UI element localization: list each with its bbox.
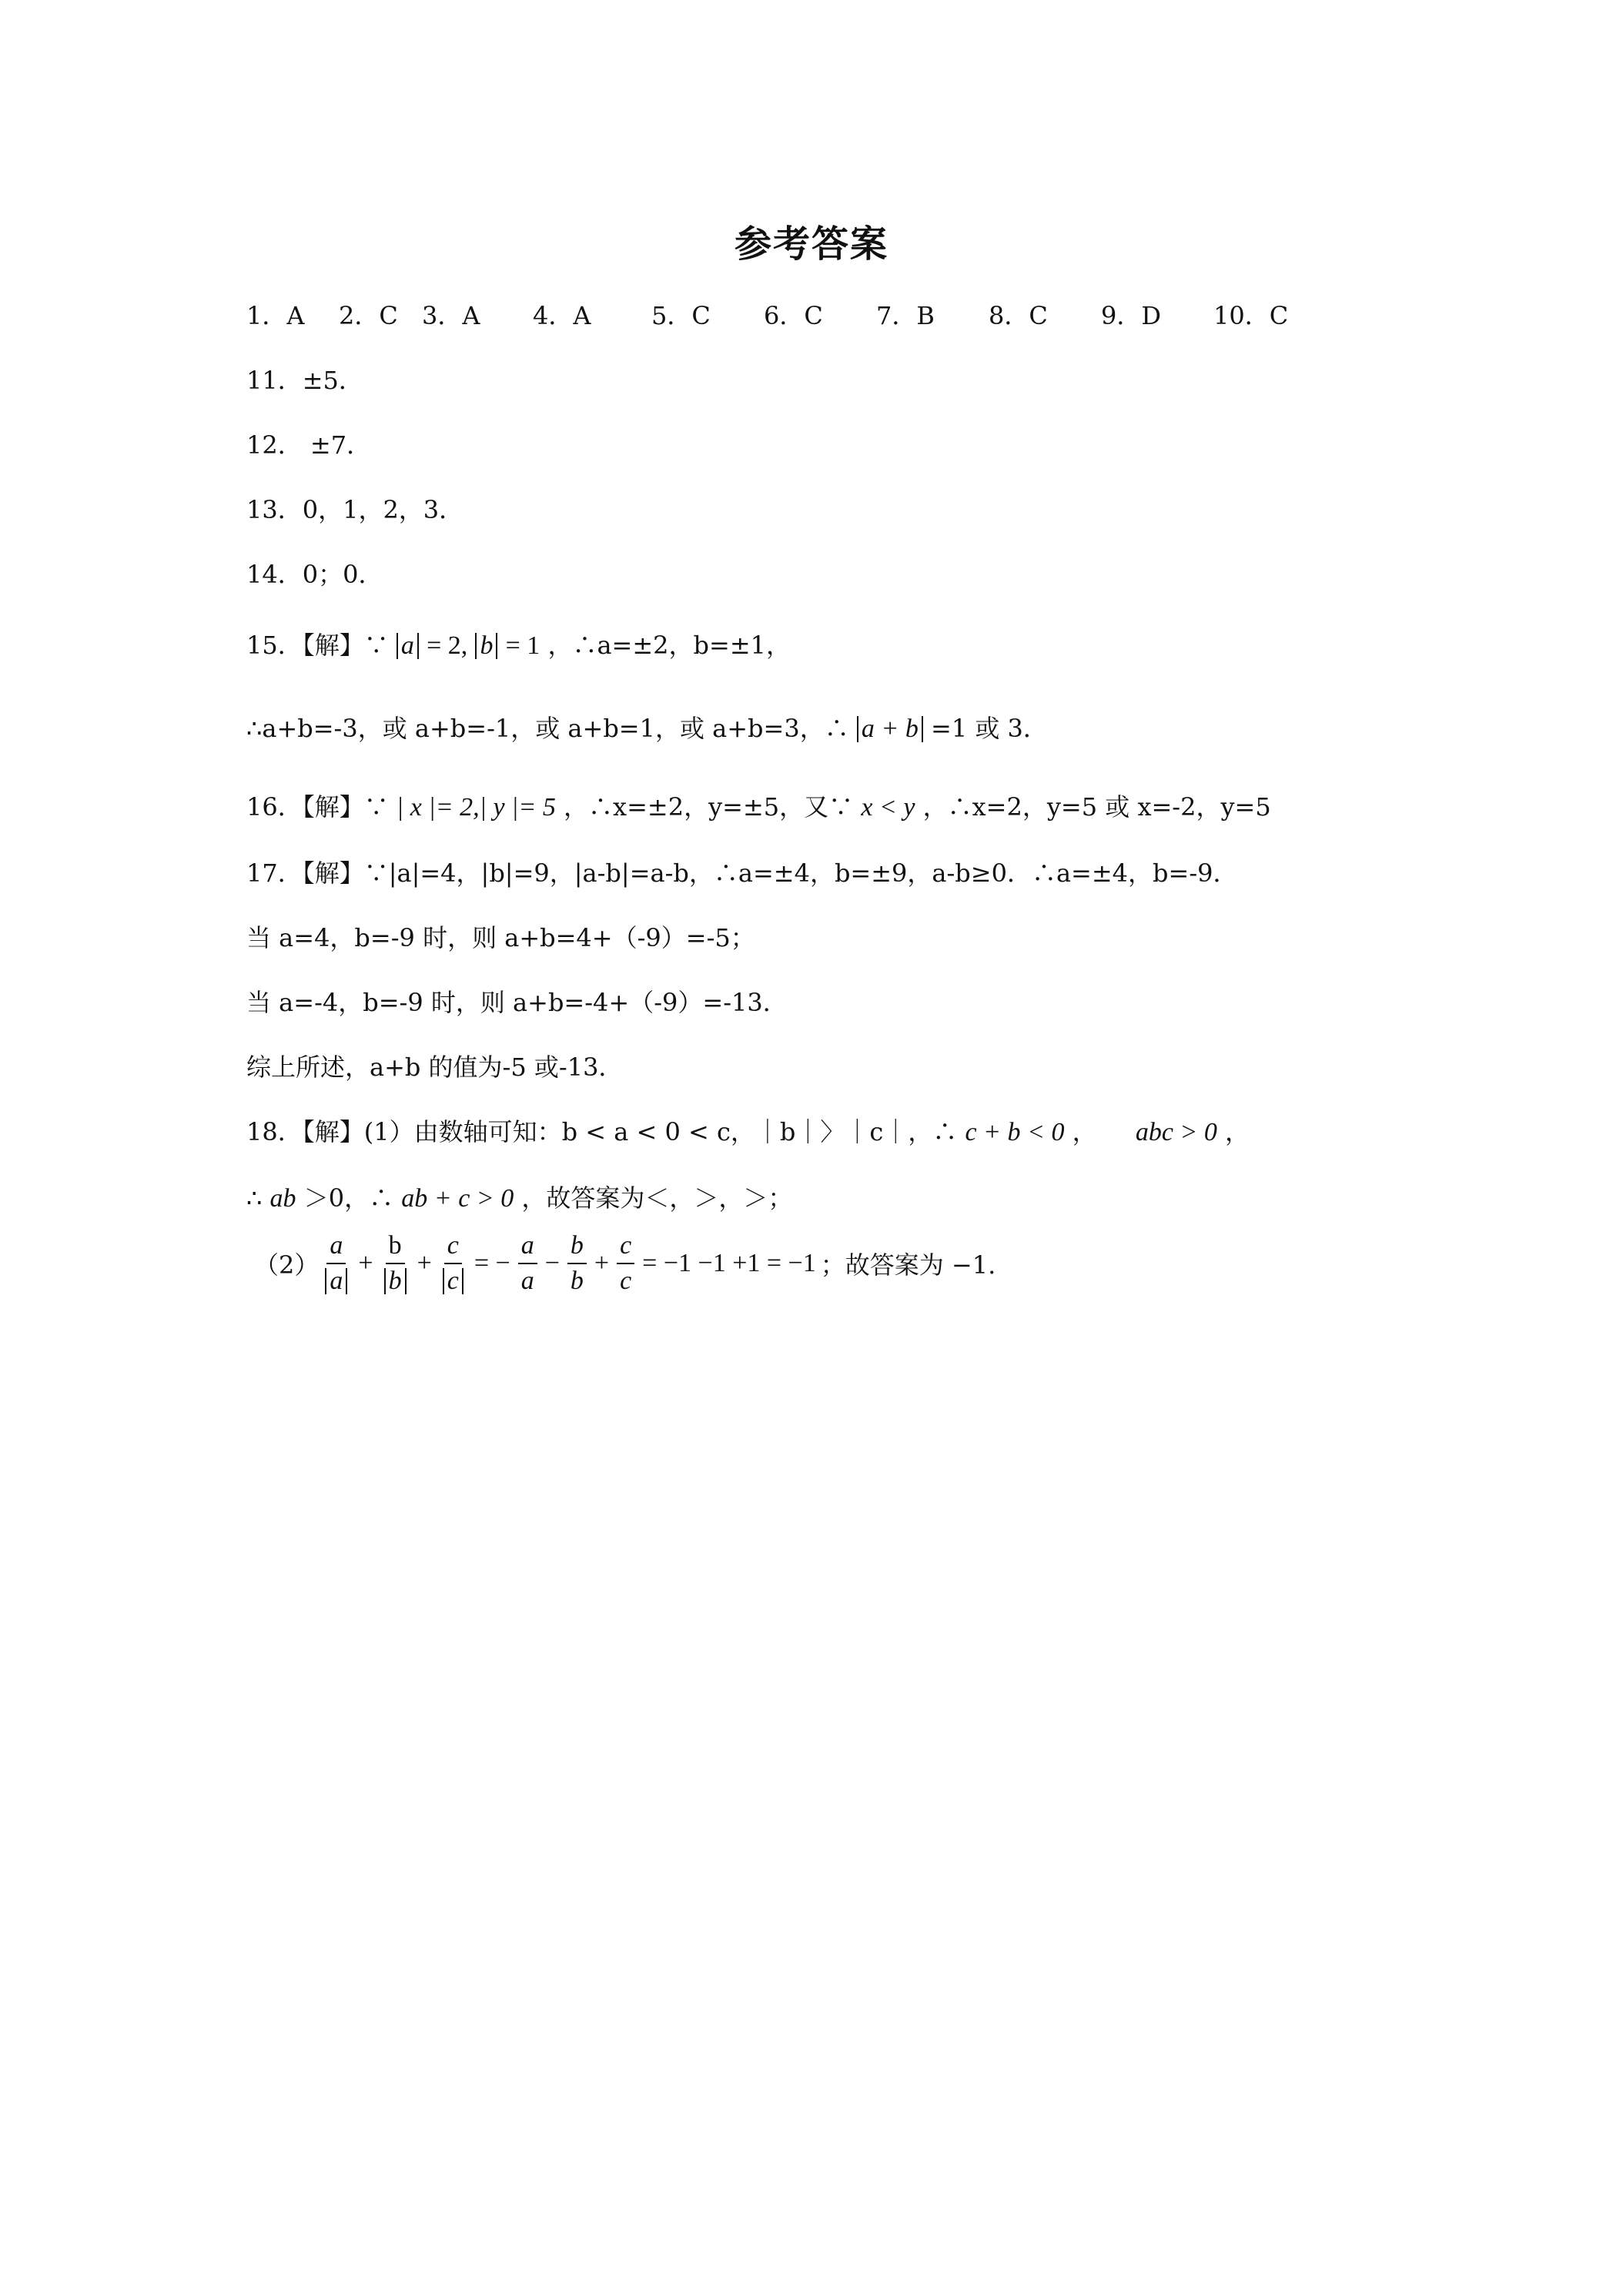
abc-gt-0: abc > 0: [1135, 1118, 1217, 1146]
ab-plus-c-gt-0: ab + c > 0: [401, 1184, 514, 1213]
part-2-answer: ；故答案为 −1.: [820, 1250, 996, 1280]
operator: +: [358, 1249, 373, 1277]
part-2-lead: （2）: [254, 1250, 320, 1280]
fraction: [567, 1229, 587, 1298]
mc-answer: 5．C: [651, 301, 711, 330]
answer-18-l2-end: ，故答案为＜，＞，＞；: [521, 1183, 793, 1213]
answer-15-line-1: [246, 628, 791, 663]
answer-17-line-3: 当 a=-4，b=-9 时，则 a+b=-4+（-9）=-13．: [246, 988, 788, 1017]
answer-15-lead: 15．【解】∵: [246, 631, 389, 660]
mc-answer: 2．C: [339, 301, 398, 330]
answer-16-lead: 16．【解】∵: [246, 792, 389, 822]
mc-answer: 3．A: [422, 301, 480, 330]
fraction: [381, 1229, 410, 1298]
result-equation: = −1 −1 +1 = −1: [642, 1249, 816, 1277]
fraction-denominator: [381, 1264, 410, 1298]
fraction-numerator: a: [326, 1229, 346, 1264]
answer-14: 14．0；0．: [246, 560, 383, 589]
fraction-denominator: [322, 1264, 350, 1298]
mc-answer: 7．B: [876, 301, 935, 330]
c-plus-b-lt-0: c + b < 0: [965, 1118, 1065, 1146]
mc-answer: 4．A: [533, 301, 591, 330]
answer-15-line-2: [246, 711, 1048, 745]
abs-a-plus-b: a + b: [857, 716, 923, 742]
answer-16-mid: ，∴x=±2，y=±5，又∵: [564, 792, 854, 822]
answer-11: 11．±5．: [246, 366, 363, 395]
fraction: [518, 1229, 537, 1298]
answer-15-rest: ，∴a=±2，b=±1，: [547, 631, 791, 660]
fraction: [440, 1229, 467, 1298]
fraction: [617, 1229, 634, 1298]
fraction: [322, 1229, 350, 1298]
ab-expr: ab: [269, 1184, 296, 1213]
abs-denominator: a: [325, 1268, 347, 1294]
abs-a: a: [397, 633, 419, 659]
answer-13: 13．0，1，2，3．: [246, 495, 464, 524]
fraction-numerator: c: [444, 1229, 462, 1264]
answer-16: [246, 790, 1271, 825]
fraction-denominator: [440, 1264, 467, 1298]
fraction-numerator: a: [518, 1229, 537, 1264]
answer-18-line-1: [246, 1115, 1250, 1150]
answer-16-end: ，∴x=2，y=5 或 x=-2，y=5: [922, 792, 1271, 822]
answer-15-result: =1 或 3．: [931, 714, 1048, 743]
operator: +: [417, 1249, 432, 1277]
fraction-denominator: c: [620, 1267, 632, 1295]
answer-17-line-1: 17．【解】∵|a|=4，|b|=9，|a-b|=a-b，∴a=±4，b=±9，a-b≥0．∴a=±4，b=-9．: [246, 858, 1238, 888]
abs-denominator: b: [384, 1268, 407, 1294]
eq-1: = 1: [505, 631, 540, 660]
answer-18-lead: 18．【解】(1）由数轴可知：b < a < 0 < c，｜b｜〉｜c｜，∴: [246, 1117, 958, 1146]
fraction-denominator: a: [520, 1267, 534, 1295]
answer-18-line-3: [246, 1229, 996, 1298]
mc-answer: 10．C: [1213, 301, 1289, 330]
mc-answer: 8．C: [989, 301, 1048, 330]
therefore: ∴: [246, 1183, 263, 1213]
fraction-numerator: b: [567, 1229, 587, 1264]
operator: −: [544, 1249, 560, 1277]
eq-2: = 2,: [427, 631, 468, 660]
fraction-numerator: c: [617, 1229, 634, 1264]
answer-18-sep: ，: [1072, 1117, 1097, 1146]
answer-17-line-2: 当 a=4，b=-9 时，则 a+b=4+（-9）=-5；: [246, 923, 755, 952]
abs-x-y-equation: | x |= 2,| y |= 5: [396, 793, 556, 822]
answer-18-l1-end: ，: [1225, 1117, 1250, 1146]
page-title: 参考答案: [734, 223, 888, 266]
operator: = −: [474, 1249, 510, 1277]
answer-12: 12． ±7．: [246, 430, 372, 460]
mc-answer: 1．A: [246, 301, 305, 330]
operator: +: [594, 1249, 610, 1277]
x-less-y: x < y: [861, 793, 915, 822]
abs-denominator: c: [443, 1268, 463, 1294]
answer-18-mid: ＞0，∴: [303, 1183, 394, 1213]
abs-b: b: [475, 633, 497, 659]
answer-17-line-4: 综上所述，a+b 的值为-5 或-13．: [246, 1053, 624, 1082]
fraction-denominator: b: [570, 1267, 584, 1295]
mc-answer: 9．D: [1101, 301, 1162, 330]
answer-15-cases: ∴a+b=-3，或 a+b=-1，或 a+b=1，或 a+b=3，∴: [246, 714, 849, 743]
mc-answers: [246, 299, 1401, 333]
fraction-numerator: b: [386, 1229, 405, 1264]
mc-answer: 6．C: [764, 301, 823, 330]
answer-18-line-2: [246, 1181, 792, 1216]
